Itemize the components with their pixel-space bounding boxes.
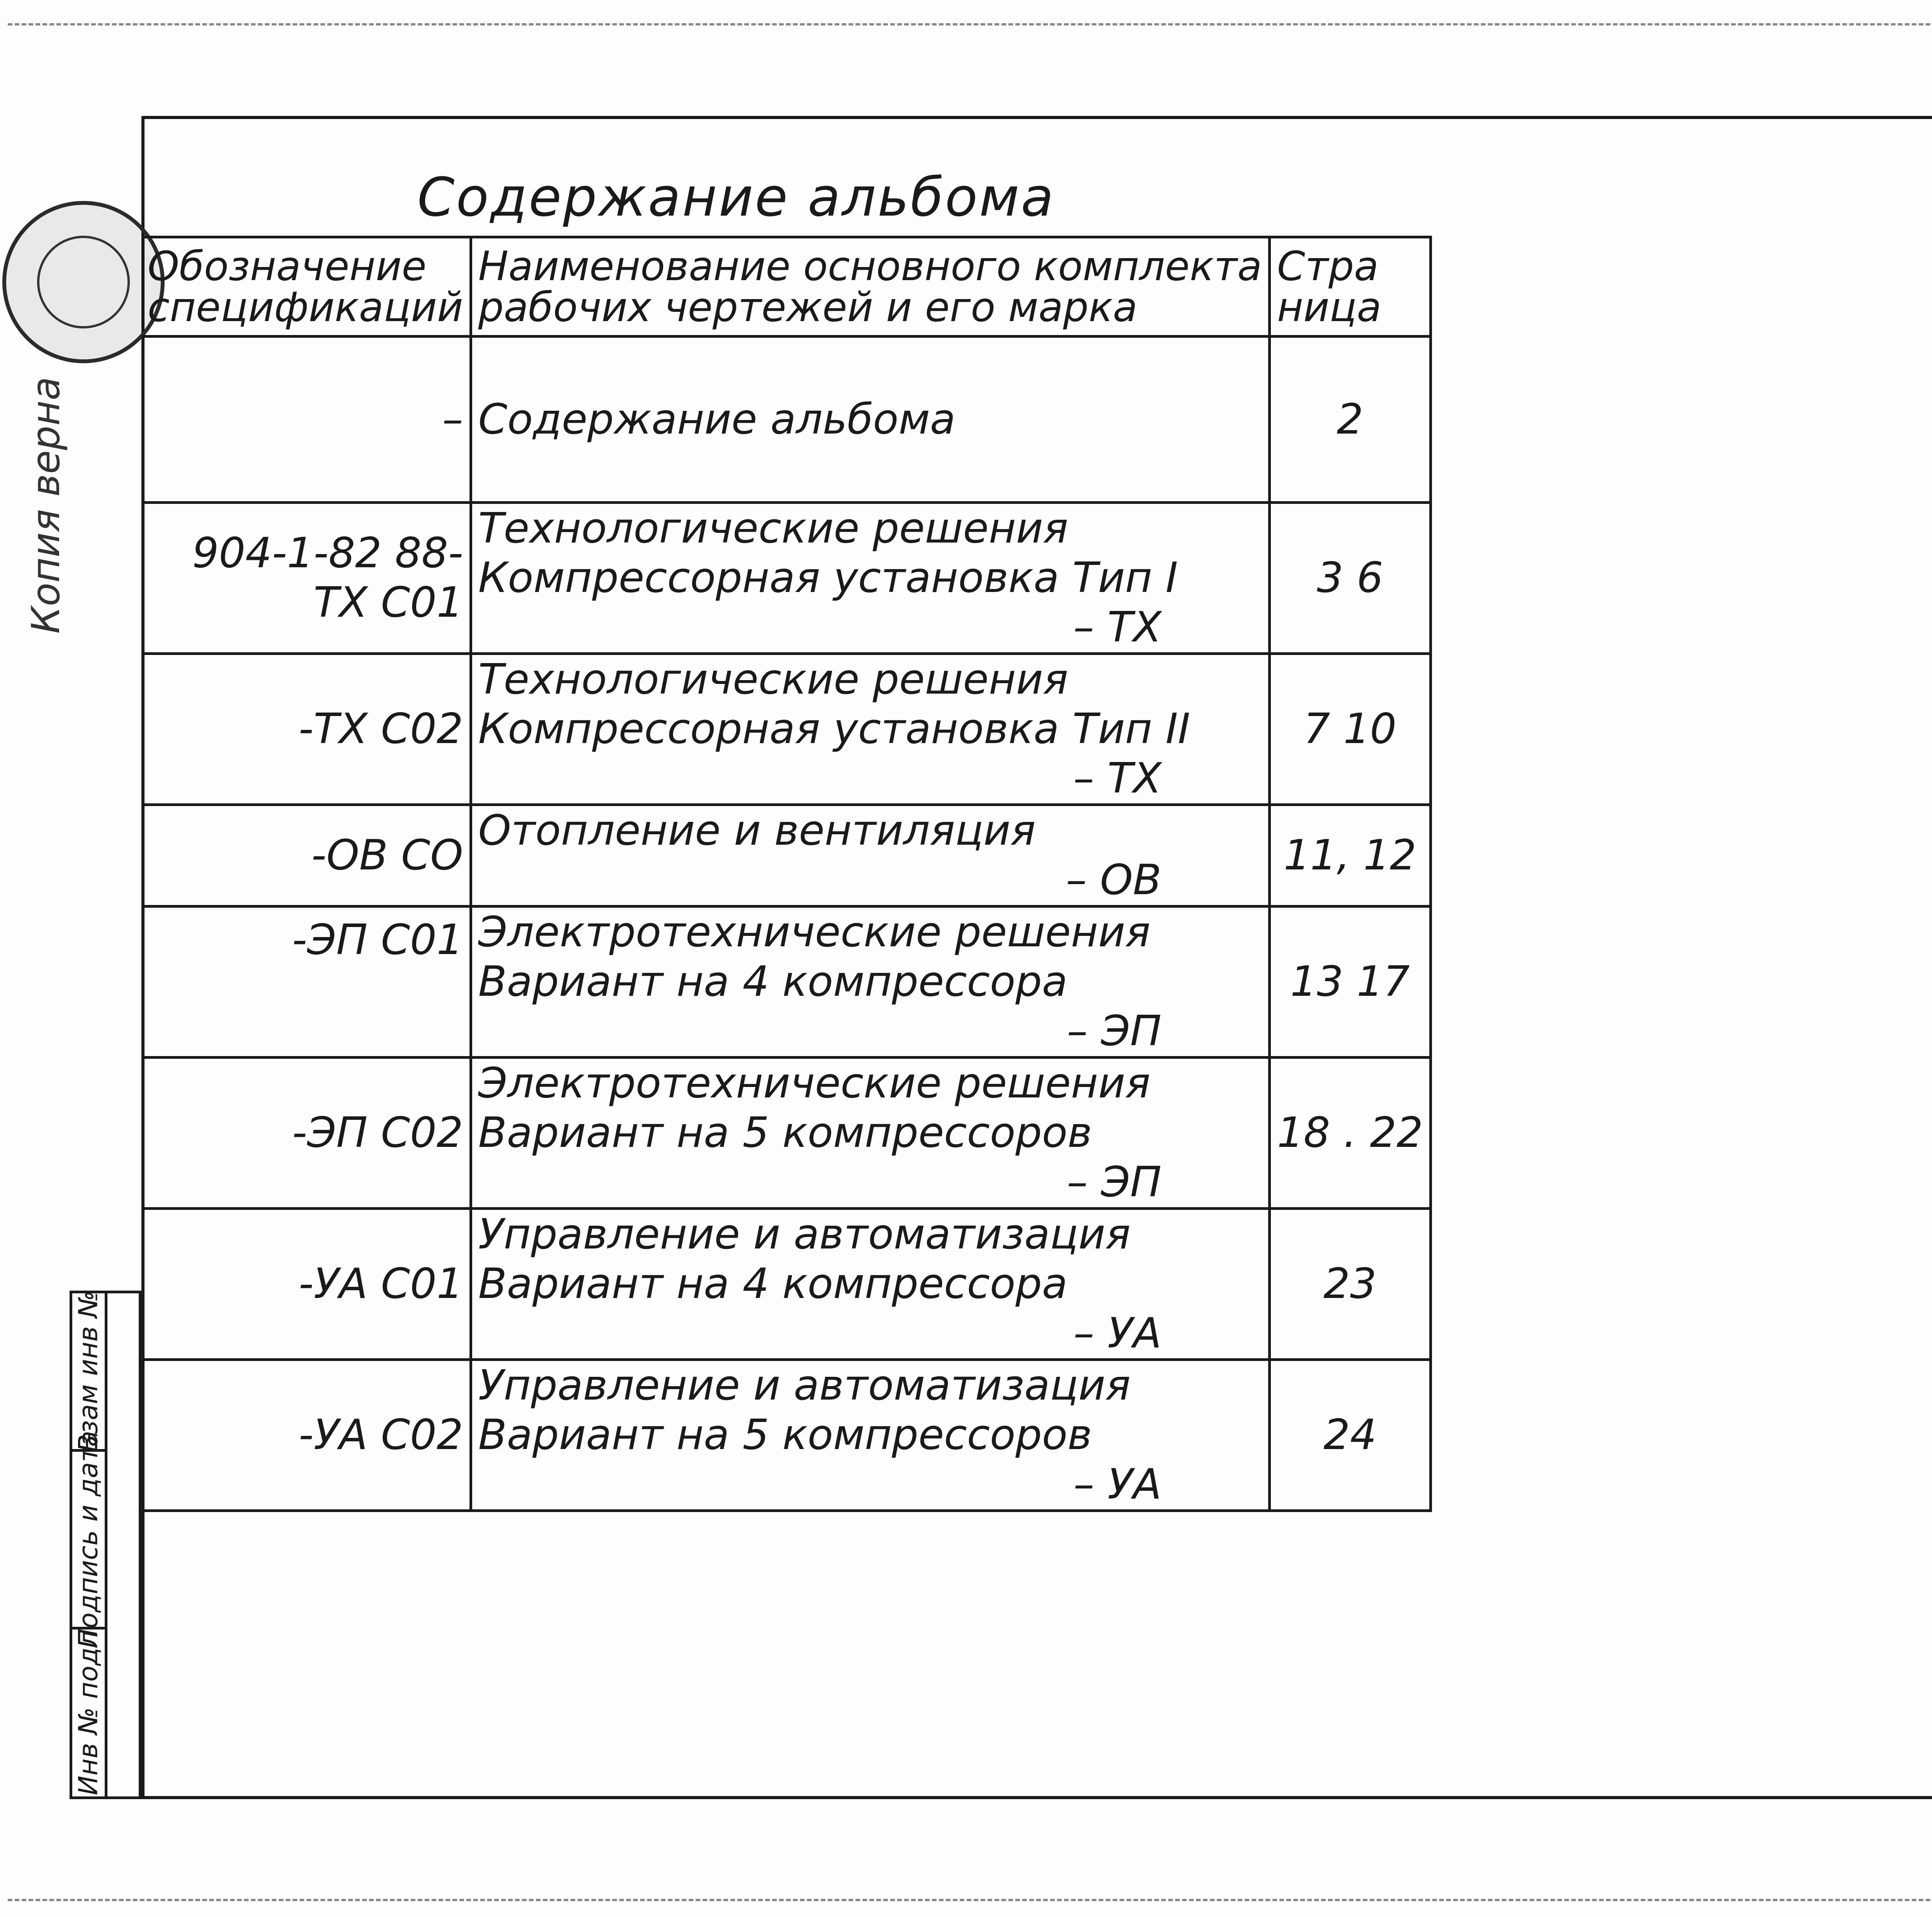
row-code: -УА С01 xyxy=(141,1209,471,1360)
row-name: Электротехнические решения Вариант на 5 компрессоров – ЭП xyxy=(471,1058,1269,1209)
row-mark: – ТХ xyxy=(1073,603,1162,651)
row-code: -УА С02 xyxy=(141,1360,471,1511)
row-mark: – ТХ xyxy=(1073,754,1162,803)
table-row xyxy=(141,1058,1430,1209)
row-name: Электротехнические решения Вариант на 4 компрессора – ЭП xyxy=(471,907,1269,1058)
stamp-vzam-inv-cell xyxy=(72,1290,105,1452)
table-row xyxy=(141,1360,1430,1511)
stamp-podpis-cell xyxy=(72,1430,105,1648)
row-name: Содержание альбома xyxy=(471,337,1269,503)
row-name: Управление и автоматизация Вариант на 5 компрессоров – УА xyxy=(471,1360,1269,1511)
row-name: Технологические решения Компрессорная установка Тип II – ТХ xyxy=(471,654,1269,805)
row-code: -ОВ СО xyxy=(141,805,471,907)
row-mark: – ОВ xyxy=(1066,856,1162,904)
row-pages: 18 . 22 xyxy=(1269,1058,1430,1209)
row-pages: 7 10 xyxy=(1269,654,1430,805)
row-code: -ЭП С01 xyxy=(141,907,471,1058)
stamp-label-column xyxy=(72,1290,107,1796)
table-row xyxy=(141,337,1430,503)
row-mark: – УА xyxy=(1073,1309,1162,1357)
stamp-vzam-inv: Взам инв № xyxy=(73,1290,104,1452)
row-pages: 13 17 xyxy=(1269,907,1430,1058)
header-code: Обозначение спецификаций xyxy=(141,237,471,337)
row-name: Отопление и вентиляция – ОВ xyxy=(471,805,1269,907)
row-code: -ЭП С02 xyxy=(141,1058,471,1209)
left-margin-stamp xyxy=(70,1291,141,1799)
stamp-podpis-data: Подпись и дата xyxy=(73,1430,104,1648)
table-row xyxy=(141,805,1430,907)
row-name: Технологические решения Компрессорная установка Тип I – ТХ xyxy=(471,503,1269,654)
row-pages: 2 xyxy=(1269,337,1430,503)
row-mark: – ЭП xyxy=(1067,1158,1162,1206)
row-code: 904-1-82 88-ТХ С01 xyxy=(141,503,471,654)
copy-note: Копия верна xyxy=(23,376,68,634)
stamp-inv-no-podl: Инв № подл xyxy=(73,1631,104,1795)
table-row xyxy=(141,1209,1430,1360)
table-header-row xyxy=(141,237,1430,337)
row-pages: 11, 12 xyxy=(1269,805,1430,907)
row-mark: – ЭП xyxy=(1067,1007,1162,1055)
row-code: -ТХ С02 xyxy=(141,654,471,805)
row-code: – xyxy=(141,337,471,503)
row-pages: 23 xyxy=(1269,1209,1430,1360)
row-mark: – УА xyxy=(1073,1460,1162,1509)
table-row xyxy=(141,503,1430,654)
header-name: Наименование основного комплекта рабочих чертежей и его марка xyxy=(471,237,1269,337)
album-title: Содержание альбома xyxy=(417,166,1055,228)
header-page: Стра ница xyxy=(1269,237,1430,337)
row-pages: 24 xyxy=(1269,1360,1430,1511)
stamp-inv-cell xyxy=(72,1630,105,1796)
row-name: Управление и автоматизация Вариант на 4 компрессора – УА xyxy=(471,1209,1269,1360)
seal-stamp-icon xyxy=(2,201,165,363)
table-row xyxy=(141,907,1430,1058)
contents-table xyxy=(141,236,1432,1512)
table-row xyxy=(141,654,1430,805)
row-pages: 3 6 xyxy=(1269,503,1430,654)
